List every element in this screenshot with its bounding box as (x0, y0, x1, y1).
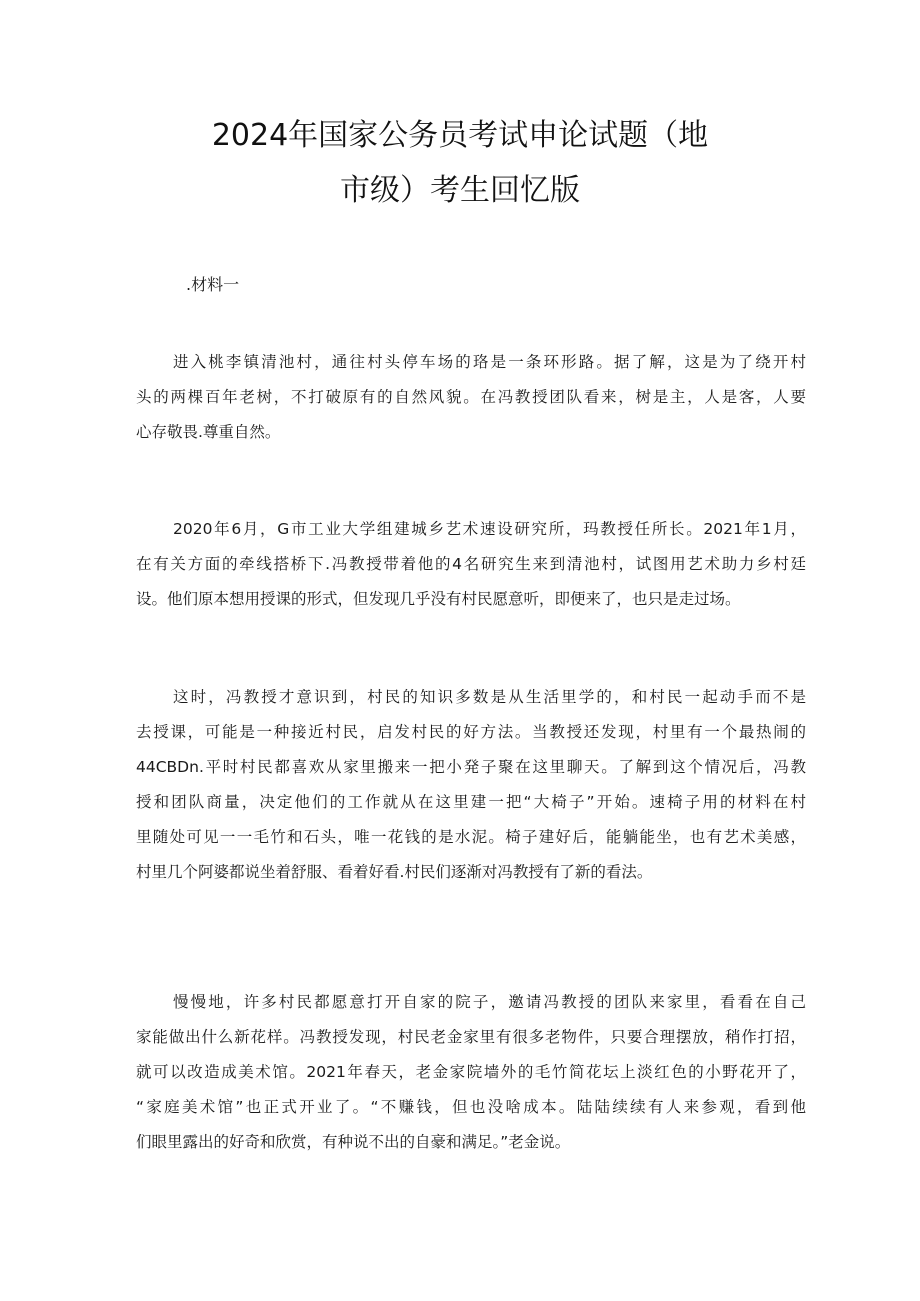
paragraph-line: 们眼里露出的好奇和欣赏，有种说不出的自豪和满足。”老金说。 (136, 1133, 571, 1151)
paragraph-line: 进入桃李镇清池村，通往村头停车场的珞是一条环形路。据了解，这是为了绕开村 (173, 353, 806, 371)
paragraph-line: 里随处可见一一毛竹和石头，唯一花钱的是水泥。椅子建好后，能躺能坐，也有艺术美感， (136, 828, 806, 846)
document-title-line-1: 2024年国家公务员考试申论试题（地 (211, 118, 709, 153)
paragraph-4 (136, 985, 806, 1160)
paragraph-line: 慢慢地，许多村民都愿意打开自家的院子，邀请冯教授的团队来家里，看看在自己 (173, 993, 806, 1011)
paragraph-line: 去授课，可能是一种接近村民，启发村民的好方法。当教授还发现，村里有一个最热闹的 (136, 723, 806, 741)
paragraph-3 (136, 680, 806, 890)
paragraph-line: 家能做出什么新花样。冯教授发现，村民老金家里有很多老物件，只要合理摆放，稍作打招， (136, 1028, 806, 1046)
paragraph-line: 村里几个阿婆都说坐着舒服、看着好看.村民们逐渐对冯教授有了新的看法。 (136, 863, 653, 881)
document-title-line-2: 市级）考生回忆版 (340, 173, 580, 208)
section-label: .材料一 (186, 275, 240, 294)
paragraph-line: 在有关方面的牵线搭桥下.冯教授带着他的4名研究生来到清池村，试图用艺术助力乡村廷 (136, 555, 806, 573)
paragraph-line: 就可以改造成美术馆。2021年春天，老金家院墙外的毛竹简花坛上淡红色的小野花开了， (136, 1063, 806, 1081)
paragraph-line: 头的两棵百年老树，不打破原有的自然风貌。在冯教授团队看来，树是主，人是客，人要 (136, 388, 806, 406)
paragraph-line: 授和团队商量，决定他们的工作就从在这里建一把“大椅子”开始。速椅子用的材料在村 (136, 793, 806, 811)
paragraph-line: 这时，冯教授才意识到，村民的知识多数是从生活里学的，和村民一起动手而不是 (173, 688, 806, 706)
paragraph-line: 2020年6月，G市工业大学组建城乡艺术速设研究所，玛教授任所长。2021年1月， (173, 520, 806, 538)
paragraph-line: 设。他们原本想用授课的形式，但发现几乎没有村民愿意听，即便来了，也只是走过场。 (136, 590, 741, 608)
paragraph-line: 44CBDn.平时村民都喜欢从家里搬来一把小発子聚在这里聊天。了解到这个情况后，冯教 (136, 758, 806, 776)
paragraph-line: 心存敬畏.尊重自然。 (136, 423, 281, 441)
paragraph-2 (136, 512, 806, 617)
paragraph-1 (136, 345, 806, 450)
paragraph-line: “家庭美术馆”也正式开业了。“不赚钱，但也没啥成本。陆陆续续有人来参观，看到他 (136, 1098, 806, 1116)
